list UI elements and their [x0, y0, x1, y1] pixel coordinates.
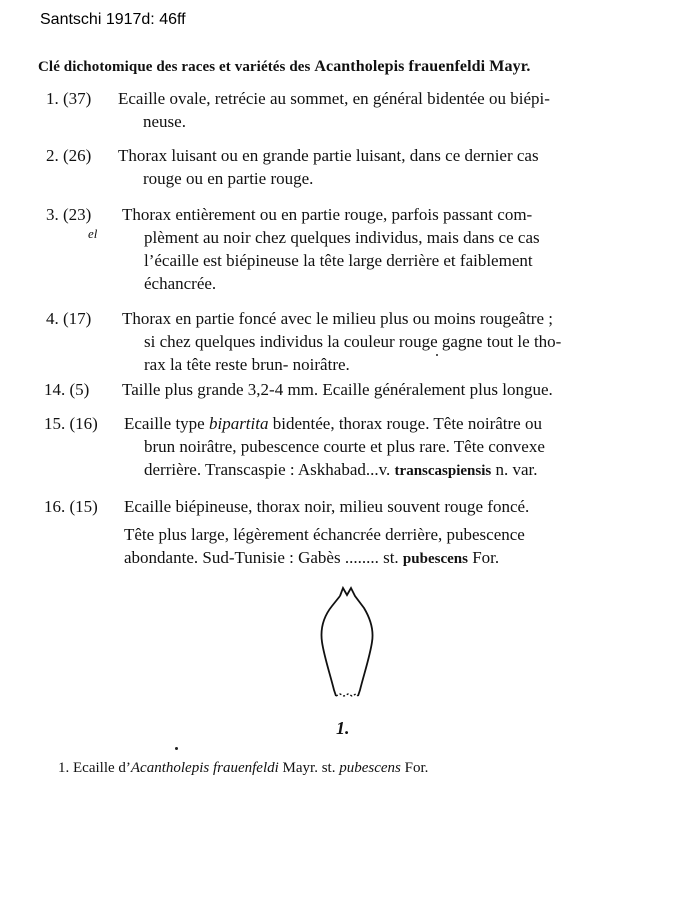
entry-number: 14. (5) — [44, 380, 90, 399]
key-title-prefix: Clé dichotomique des races et variétés des — [38, 59, 311, 75]
key-entry-2 — [46, 145, 666, 195]
taxon-name: transcaspiensis — [394, 463, 492, 479]
entry-line: Tête plus large, légèrement échancrée derrière, pubescence — [124, 525, 525, 544]
key-title — [38, 58, 658, 76]
entry-line: Thorax en partie foncé avec le milieu plus ou moins rougeâtre ; — [122, 309, 553, 328]
key-entry-1 — [46, 88, 666, 138]
entry-line — [124, 413, 542, 436]
print-speck — [175, 747, 178, 750]
entry-line: neuse. — [143, 112, 186, 131]
entry-text: bidentée, thorax rouge. Tête noirâtre ou — [268, 414, 542, 433]
entry-line: plèment au noir chez quelques individus, mais dans ce cas — [144, 228, 540, 247]
entry-number: 4. (17) — [46, 309, 92, 328]
scale-outline-left — [321, 596, 340, 696]
key-entry-16 — [44, 496, 664, 568]
taxon-name: bipartita — [208, 414, 269, 433]
entry-line: Taille plus grande 3,2-4 mm. Ecaille généralement plus longue. — [122, 380, 553, 399]
entry-line — [124, 547, 499, 571]
scale-outline-right — [340, 588, 373, 696]
entry-line: brun noirâtre, pubescence courte et plus rare. Tête convexe — [144, 437, 545, 456]
handwritten-annotation: el — [88, 226, 98, 241]
caption-taxon: Acantholepis frauenfeldi — [130, 760, 279, 776]
key-title-genus: Acantholepis frauenfeldi Mayr. — [314, 58, 531, 75]
entry-line: Thorax luisant ou en grande partie luisant, dans ce dernier cas — [118, 146, 539, 165]
entry-text: n. var. — [491, 460, 538, 479]
entry-line — [144, 459, 538, 483]
entry-text: abondante. Sud-Tunisie : Gabès ........ st. — [124, 548, 403, 567]
entry-number: 1. (37) — [46, 89, 92, 108]
entry-line: l’écaille est biépineuse la tête large derrière et faiblement — [144, 251, 533, 270]
taxon-name: pubescens — [402, 551, 468, 567]
key-entry-15 — [44, 413, 664, 485]
key-entry-14 — [44, 379, 664, 405]
entry-line: Thorax entièrement ou en partie rouge, parfois passant com- — [122, 205, 533, 224]
entry-number: 3. (23) — [46, 205, 92, 224]
figure-caption — [58, 760, 428, 777]
entry-number: 16. (15) — [44, 497, 98, 516]
entry-line: rouge ou en partie rouge. — [143, 169, 314, 188]
entry-line: si chez quelques individus la couleur rouge gagne tout le tho- — [144, 332, 562, 351]
entry-number: 15. (16) — [44, 414, 98, 433]
key-entry-3 — [46, 204, 666, 299]
entry-number: 2. (26) — [46, 146, 92, 165]
scale-base — [336, 694, 358, 696]
caption-text: Mayr. st. — [278, 760, 340, 776]
entry-text: derrière. Transcaspie : Askhabad...v. — [144, 460, 395, 479]
entry-line: Ecaille biépineuse, thorax noir, milieu souvent rouge foncé. — [124, 497, 530, 516]
page-citation: Santschi 1917d: 46ff — [40, 11, 186, 28]
scale-figure — [310, 586, 384, 706]
entry-text: Ecaille type — [124, 414, 209, 433]
entry-line: échancrée. — [144, 274, 217, 293]
key-entry-4 — [46, 308, 666, 380]
print-speck — [436, 354, 438, 356]
entry-line: Ecaille ovale, retrécie au sommet, en général bidentée ou biépi- — [118, 89, 550, 108]
entry-text: For. — [467, 548, 500, 567]
figure-label: 1. — [336, 718, 350, 738]
caption-text: For. — [400, 760, 429, 776]
caption-text: 1. Ecaille d’ — [58, 760, 131, 776]
caption-taxon: pubescens — [339, 760, 401, 776]
entry-line: rax la tête reste brun- noirâtre. — [144, 355, 350, 374]
